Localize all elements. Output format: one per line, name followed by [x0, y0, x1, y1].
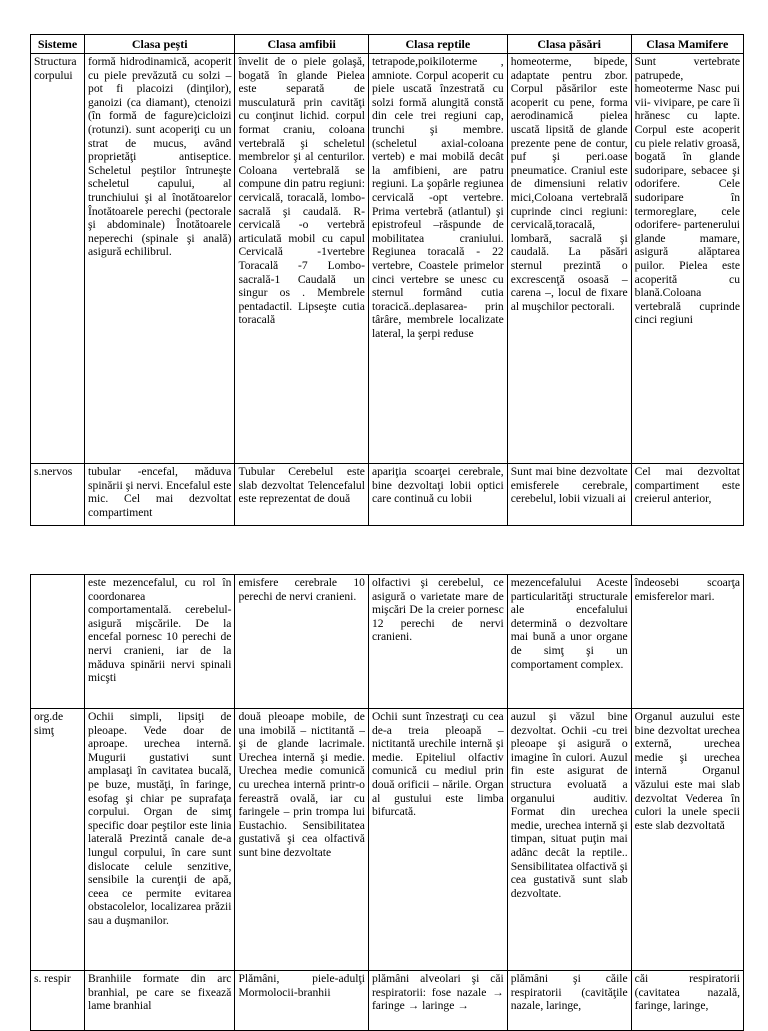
cell-mamifere-snervos: Cel mai dezvoltat compartiment este creierul anterior,	[631, 464, 743, 526]
cell-reptile-srespir: plămâni alveolari şi căi respiratorii: fose nazale → faringe → laringe →	[368, 971, 507, 1031]
row-label-srespir: s. respir	[31, 971, 85, 1031]
cell-pesti-snervos: tubular -encefal, măduva spinării şi nervi. Encefalul este mic. Cel mai dezvoltat compartiment	[85, 464, 235, 526]
cell-pasari-snervos: Sunt mai bine dezvoltate emisferele cerebrale, cerebelul, lobii vizuali ai	[507, 464, 631, 526]
cell-amfibii-srespir: Plămâni, piele-adulţi Mormolocii-branhii	[235, 971, 368, 1031]
cell-pasari-srespir: plămâni şi căile respiratorii (cavităţile nazale, laringe,	[507, 971, 631, 1031]
table-row	[31, 971, 744, 1031]
cell-amfibii-orgsimt: două pleoape mobile, de una imobilă – nictitantă – şi de glande lacrimale. Urechea internă şi medie. Urechea medie comunică cu urechea internă printr-o fereastră ovală, iar cu faringele – prin trompa lui Eustachio. Sensibilitatea gustativă şi cea olfactivă sunt bine dezvoltate	[235, 709, 368, 971]
table-row	[31, 54, 744, 464]
cell-amfibii-snervos: Tubular Cerebelul este slab dezvoltat Telencefalul este reprezentat de două	[235, 464, 368, 526]
header-row	[31, 35, 744, 54]
cell-pasari-structura: homeoterme, bipede, adaptate pentru zbor. Corpul păsărilor este acoperit cu pene, forma aerodinamică pielea uscată lipsită de glande prezente pene de contur, puf şi peri.oase pneumatice. Craniul este de dimensiuni relativ mici,Coloana vertebrală cuprinde cinci regiuni: cervicală,toracală, lombară, sacrală şi caudală. La păsări sternul prezintă o excrescenţă osoasă – carena –, locul de fixare al muşchilor pectorali.	[507, 54, 631, 464]
cell-mamifere-structura: Sunt vertebrate patrupede, homeoterme Nasc pui vii- vivipare, pe care îi hrănesc cu lapte. Corpul este acoperit cu piele relativ groasă, bogată în glande sudoripare, sebacee şi odorifere. Cele sudoripare în termoreglare, cele odorifere- partenerului glande mamare, asigură alăptarea puilor. Pielea este acoperită cu blană.Coloana vertebrală cuprinde cinci regiuni	[631, 54, 743, 464]
header-pesti: Clasa pești	[85, 35, 235, 54]
cell-mamifere-orgsimt: Organul auzului este bine dezvoltat urechea externă, urechea medie şi urechea internă Organul văzului este mai slab dezvoltat Vederea în culori la unele specii este slab dezvoltată	[631, 709, 743, 971]
cell-mamifere-snervos-cont: îndeosebi scoarţa emisferelor mari.	[631, 575, 743, 709]
row-label-continued	[31, 575, 85, 709]
table-row	[31, 464, 744, 526]
row-label-orgsimt: org.de simţ	[31, 709, 85, 971]
header-sisteme: Sisteme	[31, 35, 85, 54]
cell-reptile-snervos-cont: olfactivi şi cerebelul, ce asigură o varietate mare de mişcări De la creier pornesc 12 perechi de nervi cranieni.	[368, 575, 507, 709]
cell-reptile-structura: tetrapode,poikiloterme , amniote. Corpul acoperit cu piele uscată înzestrată cu solzi formă alungită constă din cele trei regiuni cap, trunchi şi membre. (scheletul axial-coloana verteb) e mai mobilă decât la amfibieni, are patru regiuni. La şopârle regiunea cervicală -opt vertebre. Prima vertebră (atlantul) şi epistrofeul –răspunde de mobilitatea craniului. Regiunea toracală - 22 vertebre, Coastele primelor cinci vertebre se unesc cu sternul formând cutia toracică..deplasarea- prin târâre, membrele localizate lateral, la şerpi reduse	[368, 54, 507, 464]
cell-reptile-orgsimt: Ochii sunt înzestraţi cu cea de-a treia pleoapă – nictitantă urechile internă şi medie. Epiteliul olfactiv comunică cu mediul prin două orificii – nările. Organ al gustului este limba bifurcată.	[368, 709, 507, 971]
cell-pesti-snervos-cont: este mezencefalul, cu rol în coordonarea comportamentală. cerebelul- asigură mişcările. De la encefal pornesc 10 perechi de nervi cranieni, iar de la măduva spinării nervi spinali micşti	[85, 575, 235, 709]
cell-pesti-srespir: Branhiile formate din arc branhial, pe care se fixează lame branhial	[85, 971, 235, 1031]
cell-reptile-snervos: apariţia scoarţei cerebrale, bine dezvoltaţi lobii optici care continuă cu lobii	[368, 464, 507, 526]
cell-mamifere-srespir: căi respiratorii (cavitatea nazală, faringe, laringe,	[631, 971, 743, 1031]
comparison-table-bottom	[30, 574, 744, 1031]
table-row	[31, 709, 744, 971]
cell-pasari-orgsimt: auzul şi văzul bine dezvoltat. Ochii -cu trei pleoape şi asigură o imagine în culori. Auzul fin este asigurat de structura evoluată a organului auditiv. Format din urechea medie, urechea internă şi timpan, situat puţin mai adânc decât la reptile.. Sensibilitatea olfactivă şi cea gustativă sunt slab dezvoltate.	[507, 709, 631, 971]
cell-pesti-structura: formă hidrodinamică, acoperit cu piele prevăzută cu solzi –pot fi placoizi (dinţilor), ganoizi (ca diamant), ctenoizi (în formă de fagure)cicloizi (rotunzi). sunt acoperiţi cu un strat de mucus, având proprietăţi antiseptice. Scheletul peştilor întruneşte scheletul capului, al trunchiului şi al înotătoarelor Înotătoarele perechi (pectorale şi abdominale) Înotătoarele neperechi (spinale şi anală) asigură echilibrul.	[85, 54, 235, 464]
header-pasari: Clasa păsări	[507, 35, 631, 54]
cell-amfibii-structura: învelit de o piele golaşă, bogată în glande Pielea este separată de musculatură prin cavităţi cu conţinut lichid. corpul format craniu, coloana vertebrală şi scheletul membrelor şi al centurilor. Coloana vertebrală se compune din patru regiuni: cervicală, toracală, lombo-sacrală şi caudală. R-cervicală -o vertebră articulată mobil cu capul Cervicală -1vertebre Toracală -7 Lombo- sacrală-1 Caudală un singur os . Membrele pentadactil. Lipseşte cutia toracală	[235, 54, 368, 464]
header-mamifere: Clasa Mamifere	[631, 35, 743, 54]
header-reptile: Clasa reptile	[368, 35, 507, 54]
cell-pesti-orgsimt: Ochii simpli, lipsiţi de pleoape. Vede doar de aproape. urechea internă. Mugurii gustativi sunt amplasaţi în cavitatea bucală, pe buze, mustăţi, în faringe, esofag şi chiar pe suprafaţa corpului. Organ de simţ specific doar peştilor este linia laterală Prezintă canale de-a lungul corpului, în care sunt dislocate celule senzitive, sensibile la curenţii de apă, ceea ce permite evitarea obstacolelor, localizarea prăzii sau a duşmanilor.	[85, 709, 235, 971]
row-label-snervos: s.nervos	[31, 464, 85, 526]
comparison-table-top	[30, 34, 744, 526]
header-amfibii: Clasa amfibii	[235, 35, 368, 54]
cell-pasari-snervos-cont: mezencefalului Aceste particularităţi structurale ale encefalului determină o dezvoltare mai bună a unor organe de simţ şi un comportament complex.	[507, 575, 631, 709]
cell-amfibii-snervos-cont: emisfere cerebrale 10 perechi de nervi cranieni.	[235, 575, 368, 709]
row-label-structura: Structura corpului	[31, 54, 85, 464]
table-row	[31, 575, 744, 709]
